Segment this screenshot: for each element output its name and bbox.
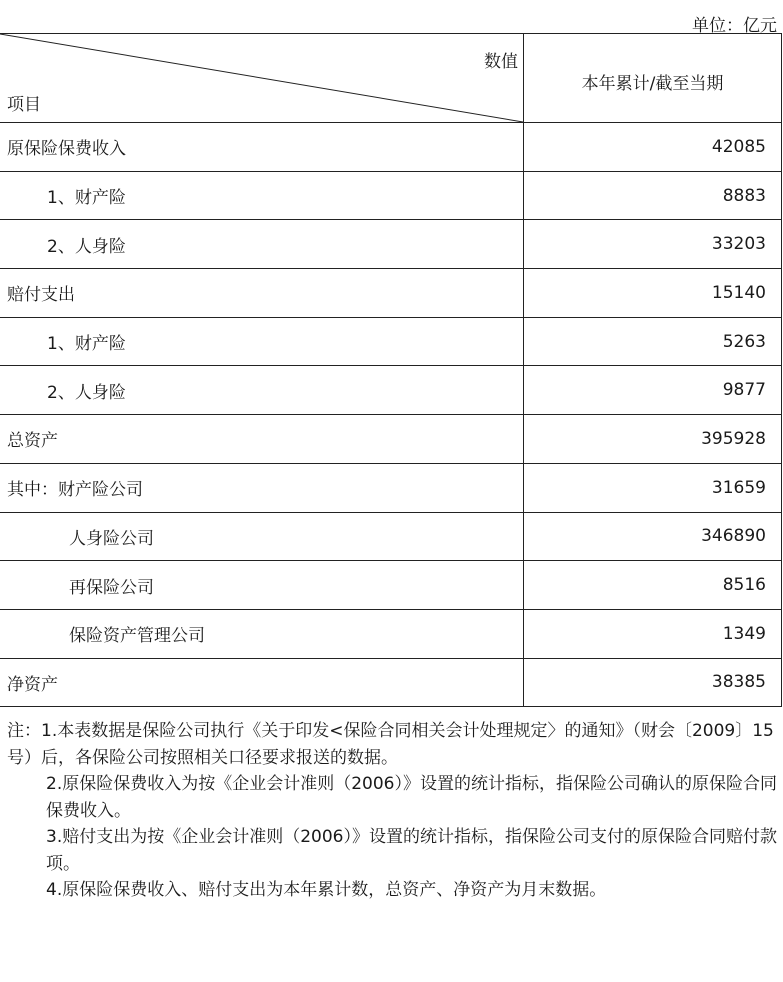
table-row	[0, 513, 781, 562]
header-diagonal-line	[0, 34, 524, 122]
row-value: 38385	[711, 672, 766, 693]
table-row	[0, 366, 781, 415]
note-4: 4.原保险保费收入、赔付支出为本年累计数，总资产、净资产为月末数据。	[46, 880, 607, 900]
table-row	[0, 610, 781, 659]
table-row	[0, 172, 781, 221]
table-header	[0, 34, 781, 123]
row-value: 5263	[722, 331, 766, 352]
row-name: 其中：财产险公司	[7, 480, 143, 501]
header-value-label: 数值	[484, 52, 518, 72]
row-value: 15140	[711, 282, 766, 303]
row-name: 原保险保费收入	[7, 139, 126, 160]
unit-label: 单位：亿元	[692, 16, 777, 36]
table-row	[0, 269, 781, 318]
header-item-label: 项目	[7, 95, 41, 115]
row-value: 42085	[711, 136, 766, 157]
notes	[7, 718, 777, 904]
table-row	[0, 318, 781, 367]
table-row	[0, 464, 781, 513]
row-value: 9877	[722, 380, 766, 401]
note-3: 3.赔付支出为按《企业会计准则（2006）》设置的统计指标，指保险公司支付的原保险合同赔付款项。	[46, 827, 777, 874]
row-value: 346890	[701, 526, 766, 547]
row-name: 保险资产管理公司	[69, 626, 205, 647]
row-value: 31659	[711, 477, 766, 498]
row-name: 赔付支出	[7, 285, 75, 306]
row-name: 人身险公司	[69, 528, 154, 549]
row-name: 总资产	[7, 431, 58, 452]
row-name: 2、人身险	[47, 236, 126, 257]
data-table	[0, 33, 782, 707]
table-row	[0, 659, 781, 708]
row-name: 2、人身险	[47, 382, 126, 403]
note-2: 2.原保险保费收入为按《企业会计准则（2006）》设置的统计指标，指保险公司确认的原保险合同保费收入。	[46, 774, 777, 821]
row-name: 1、财产险	[47, 334, 126, 355]
row-value: 8883	[722, 185, 766, 206]
table-row	[0, 415, 781, 464]
table-row	[0, 561, 781, 610]
row-value: 8516	[722, 575, 766, 596]
table-row	[0, 220, 781, 269]
table-row	[0, 123, 781, 172]
header-column-label: 本年累计/截至当期	[581, 74, 724, 94]
row-value: 33203	[711, 234, 766, 255]
row-value: 395928	[701, 428, 766, 449]
note-1: 注：1.本表数据是保险公司执行《关于印发<保险合同相关会计处理规定〉的通知》（财会〔2009〕15号）后，各保险公司按照相关口径要求报送的数据。	[7, 721, 774, 768]
row-name: 再保险公司	[69, 577, 154, 598]
row-name: 净资产	[7, 674, 58, 695]
row-name: 1、财产险	[47, 188, 126, 209]
row-value: 1349	[722, 623, 766, 644]
